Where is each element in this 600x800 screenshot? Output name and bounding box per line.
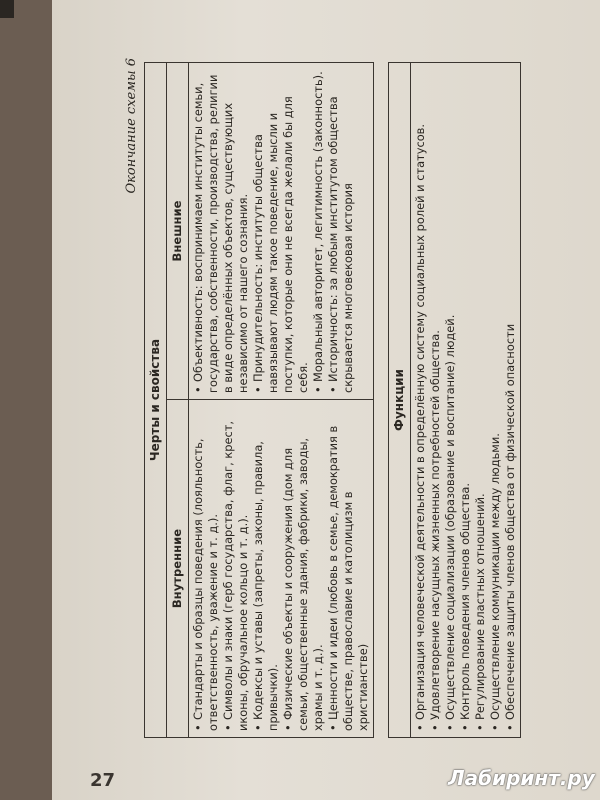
list-item: •Контроль поведения членов общества. (458, 482, 472, 731)
list-item: •Историчность: за любым институтом общества скрывается многовековая история (326, 96, 355, 393)
list-item: •Организация человеческой деятельности в определённую систему социальных ролей и статусов. (413, 123, 427, 731)
bullet-icon: • (473, 724, 487, 731)
list-item: •Обеспечение защиты членов общества от физической опасности (503, 323, 517, 731)
bullet-icon: • (488, 724, 502, 731)
column-internal-header: Внутренние (167, 400, 189, 738)
functions-cell (411, 63, 521, 738)
bullet-icon: • (191, 724, 205, 731)
bullet-icon: • (311, 386, 325, 393)
rotated-content (110, 50, 517, 750)
bullet-icon: • (326, 724, 340, 731)
bullet-icon: • (251, 724, 265, 731)
bullet-icon: • (443, 724, 457, 731)
bullet-icon: • (221, 724, 235, 731)
list-item: •Символы и знаки (герб государства, флаг, крест, иконы, обручальное кольцо и т. д.). (221, 421, 250, 731)
list-item: •Кодексы и уставы (запреты, законы, правила, привычки). (251, 441, 280, 731)
column-external-header: Внешние (167, 63, 189, 400)
list-item: •Физические объекты и сооружения (дом для семьи, общественные здания, фабрики, заводы, храмы и т. д.). (281, 437, 325, 731)
bullet-icon: • (281, 724, 295, 731)
internal-features-cell (189, 400, 374, 738)
bullet-icon: • (251, 386, 265, 393)
list-item: •Стандарты и образцы поведения (лояльность, ответственность, уважение и т. д.). (191, 438, 220, 731)
page-number: 27 (90, 770, 116, 791)
watermark-logo: Лабиринт.ру (448, 766, 595, 790)
list-item: •Принудительность: институты общества навязывают людям такое поведение, мысли и поступки, которые они не всегда желали бы для себя. (251, 96, 310, 393)
table-gap (374, 63, 389, 738)
bullet-icon: • (503, 724, 517, 731)
features-header: Черты и свойства (145, 63, 167, 738)
list-item: •Осуществление коммуникации между людьми. (488, 433, 502, 731)
scheme-table (144, 62, 521, 738)
scheme-caption: Окончание схемы 6 (124, 58, 139, 194)
pencil-tip (0, 0, 14, 18)
bullet-icon: • (428, 724, 442, 731)
list-item: •Регулирование властных отношений. (473, 493, 487, 731)
list-item: •Осуществление социализации (образование и воспитание) людей. (443, 314, 457, 731)
bullet-icon: • (413, 724, 427, 731)
functions-header: Функции (389, 63, 411, 738)
bullet-icon: • (458, 724, 472, 731)
list-item: •Удовлетворение насущных жизненных потребностей общества. (428, 330, 442, 731)
list-item: •Ценности и идеи (любовь в семье, демократия в обществе, православие и католицизм в христианстве) (326, 425, 370, 731)
list-item: •Моральный авторитет, легитимность (законность). (311, 71, 325, 393)
bullet-icon: • (191, 386, 205, 393)
bullet-icon: • (326, 386, 340, 393)
external-features-cell (189, 63, 374, 400)
list-item: •Объективность: воспринимаем институты семьи, государства, собственности, производства, религии в виде определённых объектов, существующих независимо от нашего сознания. (191, 74, 250, 393)
